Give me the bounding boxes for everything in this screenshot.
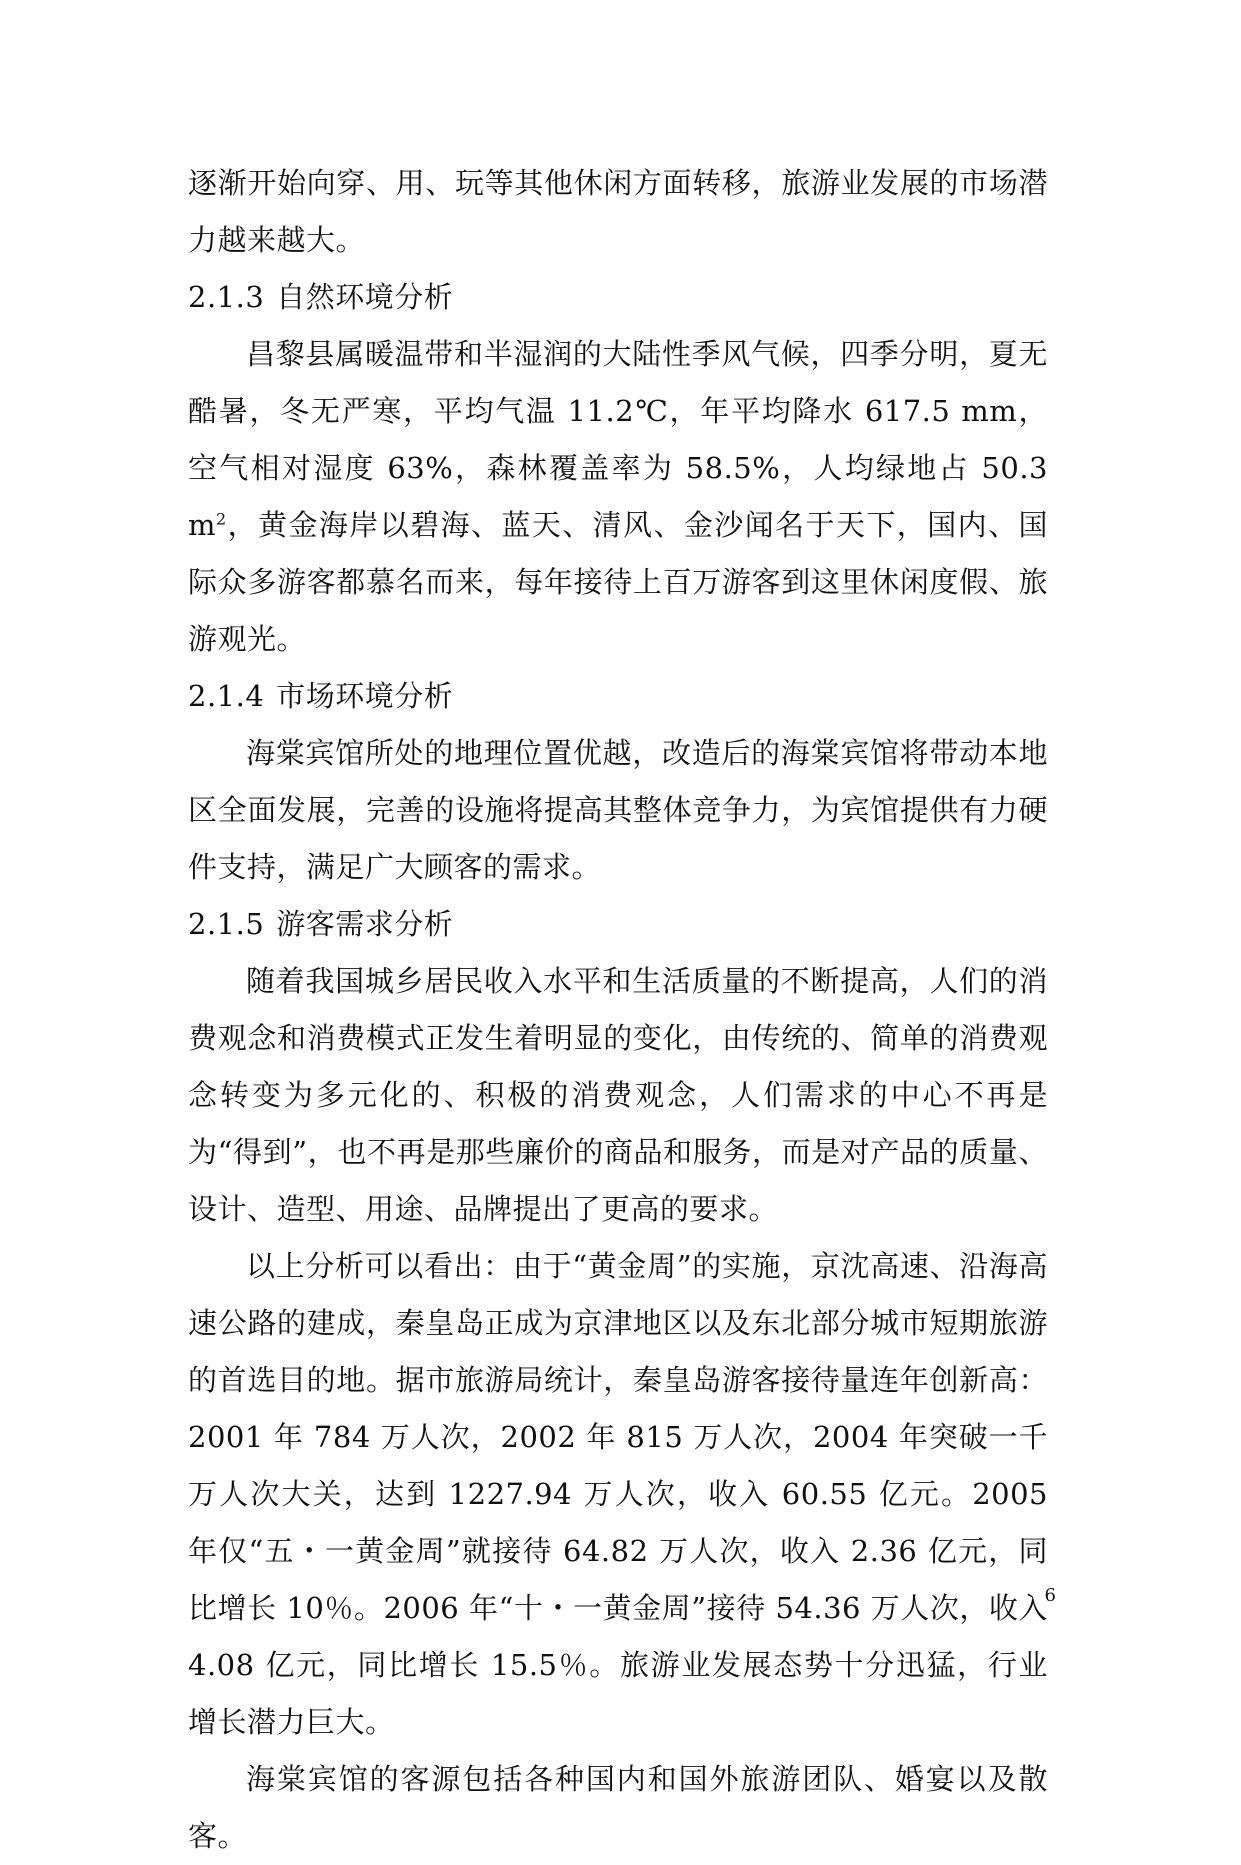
- section-heading-2-1-5: [188, 896, 1048, 953]
- paragraph-text: 昌黎县属暖温带和半湿润的大陆性季风气候，四季分明，夏无酷暑，冬无严寒，平均气温 11.2℃，年平均降水 617.5 mm，空气相对湿度 63%，森林覆盖率为 58.5%，人均绿地占 50.3 m: [188, 337, 1048, 542]
- paragraph-natural-environment: [188, 326, 1048, 668]
- paragraph-tourist-demand: 随着我国城乡居民收入水平和生活质量的不断提高，人们的消费观念和消费模式正发生着明显的变化，由传统的、简单的消费观念转变为多元化的、积极的消费观念，人们需求的中心不再是为“得到”，也不再是那些廉价的商品和服务，而是对产品的质量、设计、造型、用途、品牌提出了更高的要求。: [188, 964, 1048, 1226]
- superscript: 2: [216, 509, 227, 529]
- paragraph-text: ，黄金海岸以碧海、蓝天、清风、金沙闻名于天下，国内、国际众多游客都慕名而来，每年接待上百万游客到这里休闲度假、旅游观光。: [188, 508, 1048, 656]
- paragraph-analysis-summary: 以上分析可以看出：由于“黄金周”的实施，京沈高速、沿海高速公路的建成，秦皇岛正成为京津地区以及东北部分城市短期旅游的首选目的地。据市旅游局统计，秦皇岛游客接待量连年创新高：2001 年 784 万人次，2002 年 815 万人次，2004 年突破一千万人次大关，达到 1227.94 万人次，收入 60.55 亿元。2005 年仅“五・一黄金周”就接待 64.82 万人次，收入 2.36 亿元，同比增长 10％。2006 年“十・一黄金周”接待 54.36 万人次，收入 4.08 亿元，同比增长 15.5％。旅游业发展态势十分迅猛，行业增长潜力巨大。: [188, 1249, 1048, 1739]
- page-number: 6: [1044, 1585, 1056, 1606]
- section-heading-2-1-4: [188, 668, 1048, 725]
- paragraph-market-environment: 海棠宾馆所处的地理位置优越，改造后的海棠宾馆将带动本地区全面发展，完善的设施将提高其整体竞争力，为宾馆提供有力硬件支持，满足广大顾客的需求。: [188, 736, 1048, 884]
- section-title: 市场环境分析: [276, 679, 454, 713]
- paragraph-continuation: 逐渐开始向穿、用、玩等其他休闲方面转移，旅游业发展的市场潜力越来越大。: [188, 166, 1048, 257]
- section-number: 2.1.5: [188, 907, 265, 941]
- section-number: 2.1.4: [188, 679, 265, 713]
- page-body: [188, 155, 1048, 1865]
- paragraph-customer-sources: 海棠宾馆的客源包括各种国内和国外旅游团队、婚宴以及散客。: [188, 1762, 1048, 1853]
- section-number: 2.1.3: [188, 280, 265, 314]
- section-title: 游客需求分析: [276, 907, 454, 941]
- section-heading-2-1-3: [188, 269, 1048, 326]
- section-title: 自然环境分析: [276, 280, 454, 314]
